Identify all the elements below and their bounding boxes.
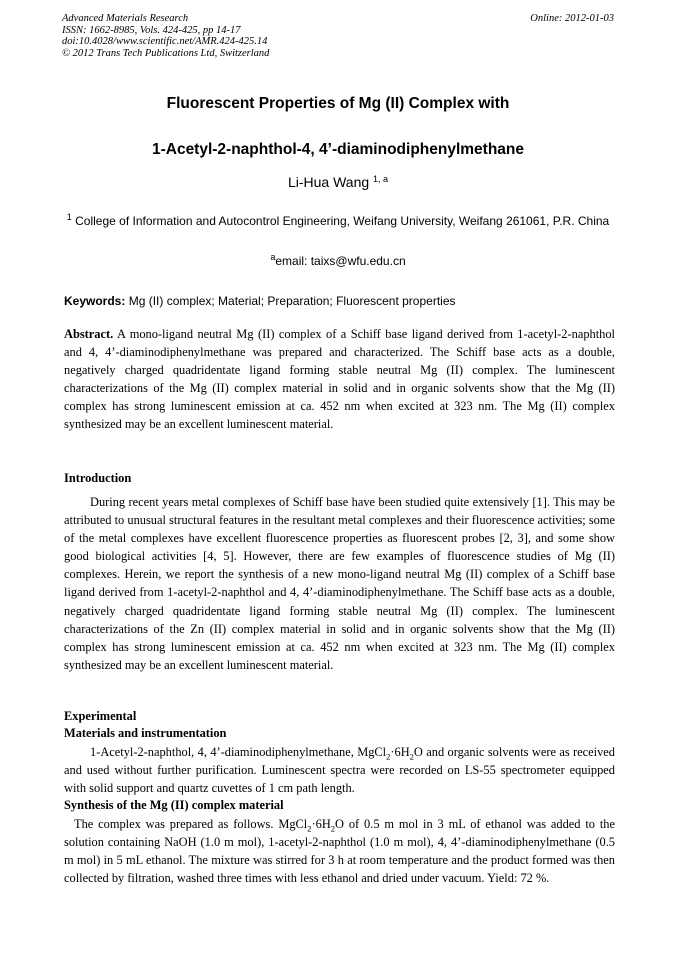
materials-subscript-1: 2 <box>386 751 391 762</box>
introduction-heading: Introduction <box>64 471 132 485</box>
materials-heading: Materials and instrumentation <box>64 726 227 740</box>
keywords-text: Mg (II) complex; Material; Preparation; Fluorescent properties <box>125 294 456 308</box>
introduction-text: During recent years metal complexes of Schiff base have been studied quite extensively [1]. This may be attributed to unusual structural features in the resultant metal complexes and their fluorescence activities; some of the metal complexes have excellent fluorescence properties as fluorescent probes [2, 3], and some show good biological activities [4, 5]. However, there are few examples of fluorescence studies of Mg (II) complexes. Herein, we report the synthesis of a new mono-ligand neutral Mg (II) complex of a Schiff base ligand derived from 1-acetyl-2-naphthol and 4, 4’-diaminodiphenylmethane. The Schiff base acts as a double, negatively charged quadridentate ligand forming stable neutral Mg (II) complex. The luminescent characterizations of the Zn (II) complex material in solid and in organic solvents show that the Mg (II) complex has strong luminescent emission at ca. 452 nm when excited at 323 nm. The Mg (II) complex synthesized may be an excellent luminescent material. <box>64 495 615 672</box>
author <box>62 174 614 190</box>
email-text[interactable]: email: taixs@wfu.edu.cn <box>275 254 406 268</box>
experimental-heading: Experimental <box>64 709 137 723</box>
synthesis-heading: Synthesis of the Mg (II) complex material <box>64 798 284 812</box>
abstract <box>64 325 615 434</box>
online-date: Online: 2012-01-03 <box>530 13 614 24</box>
abstract-text: A mono-ligand neutral Mg (II) complex of a Schiff base ligand derived from 1-acetyl-2-naphthol and 4, 4’-diaminodiphenylmethane was prepared and characterized. The Schiff base acts as a double, negatively charged quadridentate ligand forming stable neutral Mg (II) complex. The luminescent characterizations of the Mg (II) complex material in solid and in organic solvents show that the Mg (II) complex has strong luminescent emission at ca. 452 nm when excited at 323 nm. The Mg (II) complex synthesized may be an excellent luminescent material. <box>64 327 615 432</box>
journal-header <box>62 13 269 59</box>
synthesis-subscript-1: 2 <box>307 823 312 834</box>
email <box>62 252 614 268</box>
paper-title-line-1: Fluorescent Properties of Mg (II) Complex with <box>166 95 510 112</box>
synthesis-text-b: ·6H <box>311 817 331 831</box>
affiliation-text: College of Information and Autocontrol Engineering, Weifang University, Weifang 261061, P.R. China <box>71 214 610 228</box>
journal-name: Advanced Materials Research <box>62 13 189 24</box>
introduction-body <box>64 493 615 674</box>
materials-subscript-2: 2 <box>409 751 414 762</box>
author-superscript: 1, a <box>373 174 389 184</box>
synthesis-text-c: O of 0.5 m mol in 3 mL of ethanol was added to the solution containing NaOH (1.0 m mol), 1-acetyl-2-naphthol (1.0 m mol), 4, 4’-diaminodiphenylmethane (0.5 m mol) in 5 mL ethanol. The mixture was stirred for 3 h at room temperature and the product formed was then collected by filtration, washed three times with less ethanol and dried under vacuum. Yield: 72 %. <box>64 817 615 886</box>
synthesis-subscript-2: 2 <box>330 823 336 834</box>
email-superscript: a <box>270 252 276 262</box>
keywords <box>64 294 616 308</box>
journal-doi: doi:10.4028/www.scientific.net/AMR.424-425.14 <box>62 36 268 48</box>
journal-issn: ISSN: 1662-8985, Vols. 424-425, pp 14-17 <box>62 24 241 36</box>
materials-text-c: O and organic solvents were as received and used without further purification. Luminescent spectra were recorded on LS-55 spectrometer equipped with solid support and quartz cuvettes of 1 cm path length. <box>64 745 616 796</box>
author-name: Li-Hua Wang <box>287 174 374 190</box>
materials-text-a: 1-Acetyl-2-naphthol, 4, 4’-diaminodiphenylmethane, MgCl <box>90 745 387 759</box>
synthesis-body <box>64 815 615 887</box>
paper-title-line-2: 1-Acetyl-2-naphthol-4, 4’-diaminodiphenylmethane <box>151 141 525 158</box>
journal-copyright: © 2012 Trans Tech Publications Ltd, Switzerland <box>62 47 270 59</box>
materials-body <box>64 743 615 797</box>
keywords-label: Keywords: <box>64 294 126 308</box>
materials-text-b: ·6H <box>390 745 410 759</box>
synthesis-text-a: The complex was prepared as follows. MgCl <box>74 817 308 831</box>
abstract-label: Abstract. <box>64 327 114 341</box>
affiliation <box>62 208 614 231</box>
affiliation-superscript: 1 <box>66 212 72 222</box>
